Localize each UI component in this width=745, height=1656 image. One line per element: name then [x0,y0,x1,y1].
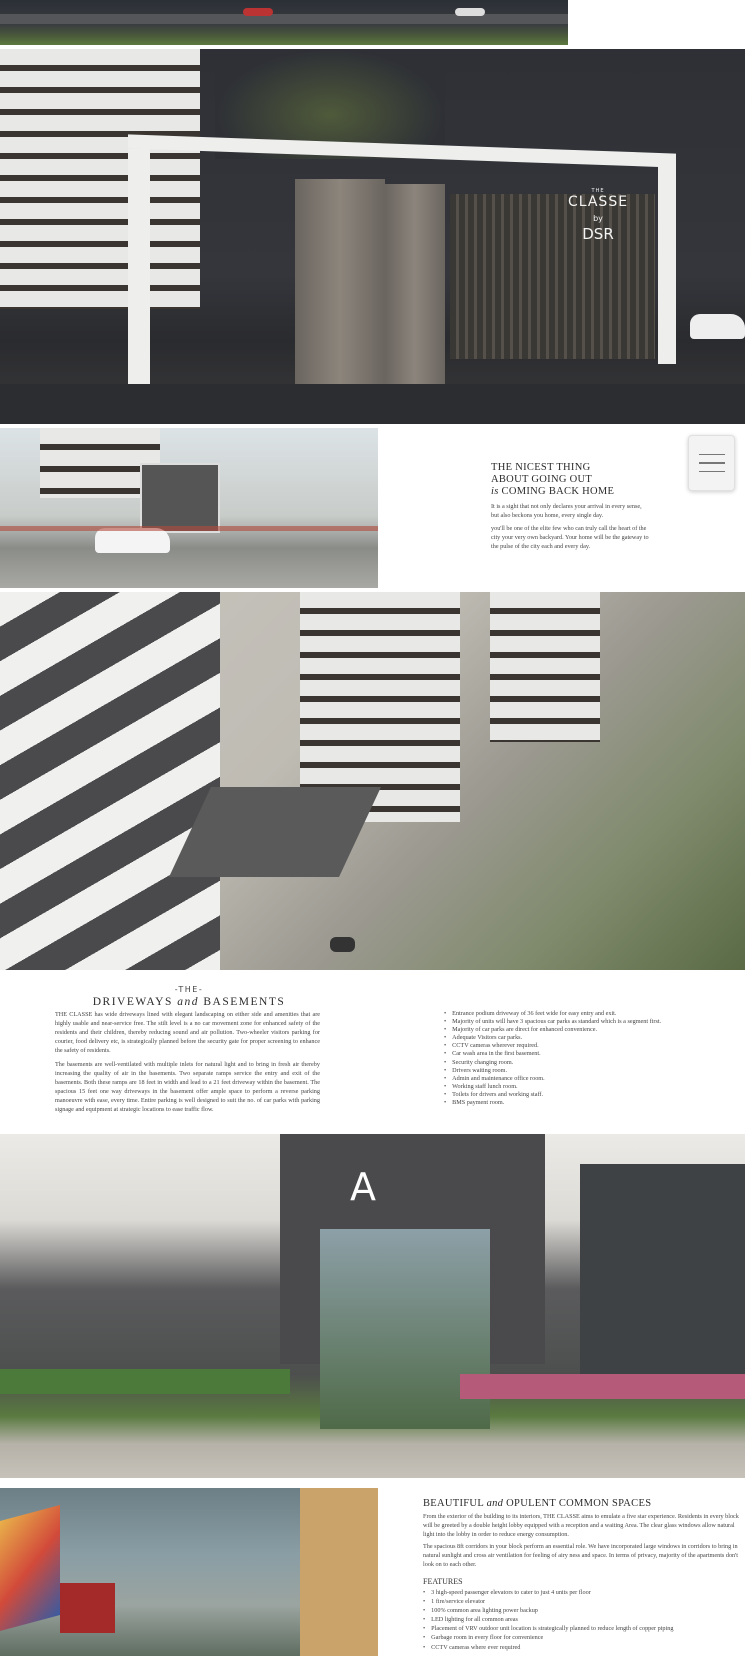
list-item: • 1 fire/service elevator [423,1597,745,1606]
list-item: • CCTV cameras where ever required [423,1643,745,1652]
intro-section [491,462,651,551]
intro-heading: THE NICEST THING ABOUT GOING OUT is COMING BACK HOME [491,462,615,497]
block-a-sign: A [350,1165,376,1209]
list-item: • CCTV cameras wherever required. [444,1042,724,1050]
logo-by: by [593,214,603,223]
list-item: • Toilets for drivers and working staff. [444,1091,724,1099]
list-item: • Car wash area in the first basement. [444,1050,724,1058]
common-paragraph-1: From the exterior of the building to its interiors, THE CLASSE aims to emulate a five star experience. Residents in every block will be greeted by a double height lobby equipped with a reception and a waiting Area. The clear glass windows allow natural light into the lobby in order to reduce energy consumption. [423,1513,739,1538]
list-item: • Majority of units will have 3 spacious car parks as standard which is a segment first. [444,1018,724,1026]
logo-dsr: DSR [582,225,614,243]
aerial-towers-render-image [0,592,745,970]
list-item: • Security changing room. [444,1059,724,1067]
hamburger-menu-button[interactable] [688,435,735,491]
list-item: • 3 high-speed passenger elevators to cater to just 4 units per floor [423,1588,745,1597]
hamburger-icon [699,454,725,456]
classe-dsr-logo [548,188,648,243]
common-spaces-heading: BEAUTIFUL and OPULENT COMMON SPACES [423,1498,652,1509]
list-item: • Working staff lunch room. [444,1083,724,1091]
list-item: • Drivers waiting room. [444,1067,724,1075]
driveways-paragraph-1: THE CLASSE has wide driveways lined with elegant landscaping on either side and amenities that are highly usable and near-service free. The stilt level is a no car movement zone for enhanced safety of the residents and their children, thereby reducing sound and air pollution. Two-wheeler visitors parking for courier, food delivery etc, is strategically planned before the security gate for proper screening to enhance the safety of residents. [55,1011,320,1054]
driveways-body [55,1010,320,1114]
features-list [423,1588,745,1652]
driveways-paragraph-2: The basements are well-ventilated with multiple inlets for natural light and to bring in fresh air thereby increasing the quality of air in the basements. Two separate ramps service the entry and exit of the basements. Both these ramps are 18 feet in width and lead to a 21 feet driveway within the basement. The spacious 15 feet one way driveways in the basement offer ample space to perform a reverse parking manoeuvre with ease, every time. Entire parking is well designed to suit the no. of car parks with parking signage and equipment at strategic locations to ease traffic flow. [55,1061,320,1113]
street-render-image [0,0,568,45]
list-item: • Entrance podium driveway of 36 feet wide for easy entry and exit. [444,1010,724,1018]
logo-classe: CLASSE [567,194,629,210]
intro-paragraph-1: It is a sight that not only declares your arrival in every sense, but also beckons you home, every single day. [491,503,642,519]
driveways-title: -THE- DRIVEWAYS and BASEMENTS [92,985,286,1008]
list-item: • Admin and maintenance office room. [444,1075,724,1083]
common-paragraph-2: The spacious 8ft corridors in your block perform an essential role. We have incorporated large windows in corridors to bring in natural sunlight and cross air ventilation for feeling of airy ness and space. In terms of privacy, majority of the apartments don't look on to each other. [423,1543,738,1568]
list-item: • LED lighting for all common areas [423,1615,745,1624]
driveways-feature-list [444,1010,724,1107]
lobby-render-image [0,1488,378,1656]
list-item: • Adequate Visitors car parks. [444,1034,724,1042]
list-item: • Majority of car parks are direct for enhanced convenience. [444,1026,724,1034]
list-item: • BMS payment room. [444,1099,724,1107]
logo-the: THE [591,188,605,194]
common-spaces-section [423,1498,745,1652]
intro-paragraph-2: you'll be one of the elite few who can truly call the heart of the city your very own backyard. Your home will be the gateway to the pulse of the city each and every day. [491,525,649,550]
security-gate-render-image [0,428,378,588]
list-item: • Placement of VRV outdoor unit location is strategically planned to reduce length of copper piping [423,1624,745,1633]
list-item: • Garbage room in every floor for convenience [423,1633,745,1642]
list-item: • 100% common area lighting power backup [423,1606,745,1615]
features-heading: FEATURES [423,1577,463,1586]
